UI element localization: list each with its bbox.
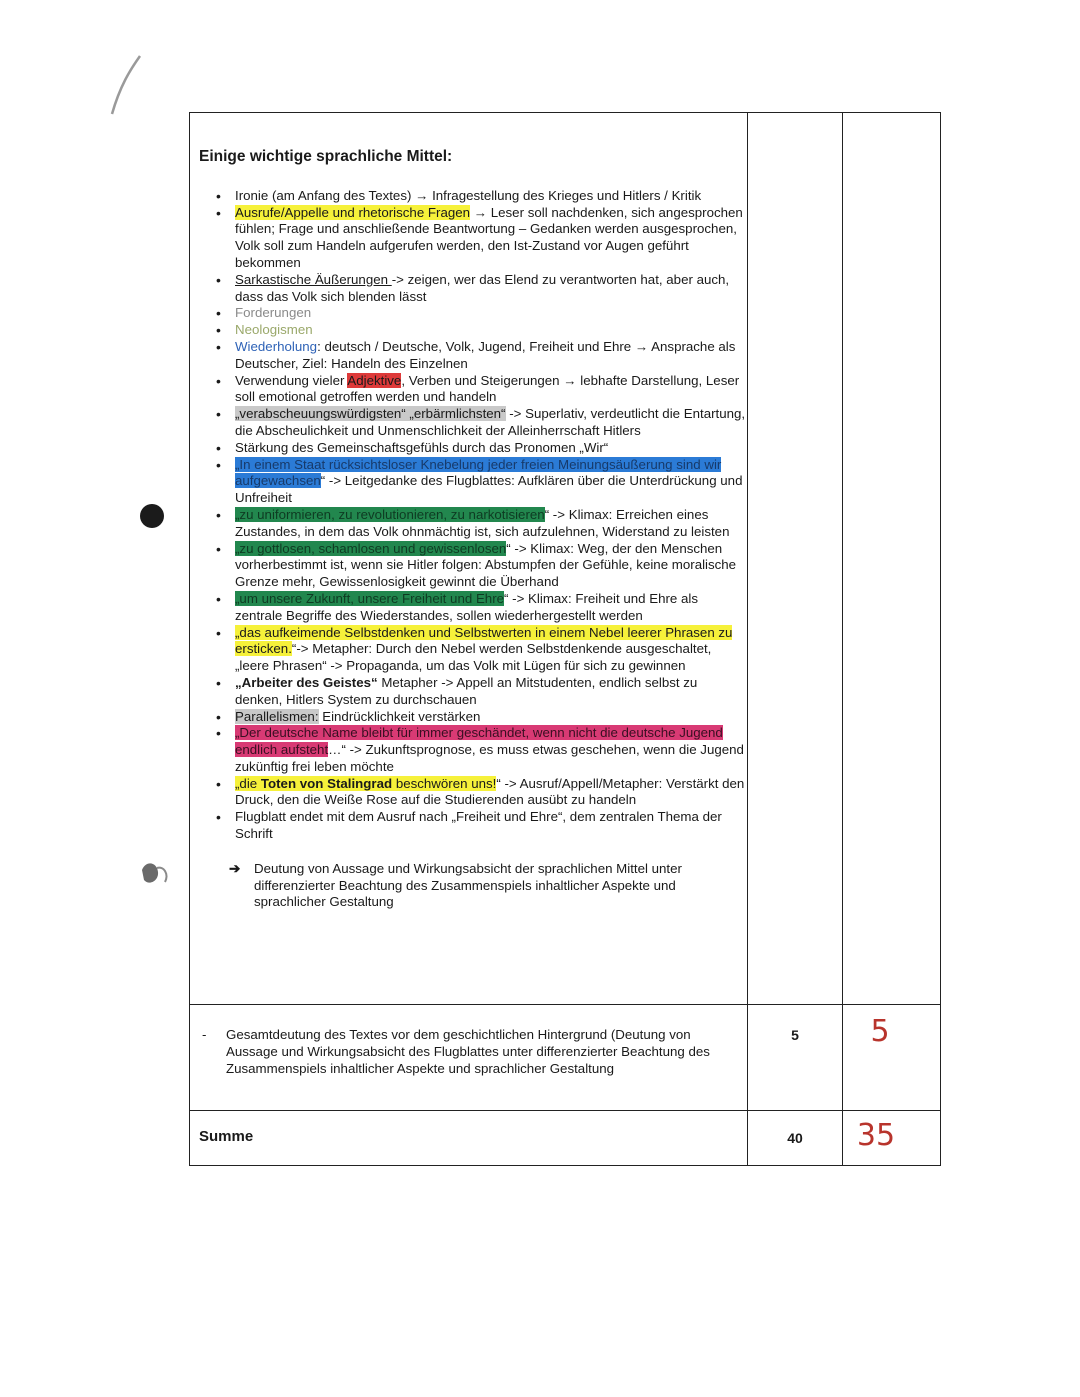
- row-dash: -: [202, 1027, 207, 1042]
- list-item-text: , Verben und Steigerungen → lebhafte Darstellung, Leser soll emotional getroffen werden und handeln: [235, 372, 740, 405]
- overall-interpretation-row: [190, 1007, 747, 1111]
- list-item: [235, 591, 747, 625]
- list-item-text: Stärkung des Gemeinschaftsgefühls durch das Pronomen „Wir“: [235, 439, 609, 455]
- list-item-text: Ironie (am Anfang des Textes) → Infragestellung des Krieges und Hitlers / Kritik: [235, 187, 702, 203]
- list-item-text: Verwendung vieler: [235, 372, 348, 388]
- list-item: [235, 457, 747, 507]
- list-item-text: Flugblatt endet mit dem Ausruf nach „Freiheit und Ehre“, dem zentralen Thema der Schrift: [235, 809, 722, 842]
- list-item: [235, 776, 747, 810]
- list-item: [235, 272, 747, 306]
- punch-hole: [140, 504, 164, 528]
- list-item: [235, 188, 747, 205]
- list-item-text: Sarkastische Äußerungen: [235, 271, 392, 287]
- max-points-row2: 5: [791, 1027, 799, 1043]
- list-item-text: „Arbeiter des Geistes“: [235, 674, 378, 690]
- list-item-text: „die: [235, 775, 261, 791]
- list-item: [235, 809, 747, 843]
- list-item-text: Adjektive: [347, 372, 402, 388]
- max-points-sum: 40: [787, 1130, 803, 1146]
- column-divider-achieved: [842, 113, 843, 1165]
- conclusion-note: [229, 861, 747, 911]
- binder-clip-mark: [137, 856, 173, 890]
- list-item-text: → Leser soll nachdenken, sich angesprochen fühlen; Frage und anschließende Beantwortung – Gedanken werden ausgesprochen, Volk soll zum Handeln aufgerufen werden, den Ist-Zustand vor Augen geführt bekommen: [235, 204, 743, 270]
- list-item: [235, 373, 747, 407]
- list-item-text: Metapher -> Appell an Mitstudenten, endlich selbst zu denken, Hitlers System zu durchschauen: [235, 674, 698, 707]
- list-item: [235, 625, 747, 675]
- criteria-cell: [199, 149, 747, 911]
- list-item-text: Eindrücklichkeit verstärken: [318, 708, 481, 724]
- arrow-right-icon: ➔: [229, 860, 241, 876]
- list-item-text: “ -> Klimax: Weg, der den Menschen vorherbestimmt ist, wenn sie Hitler folgen: Abstumpfen der Gefühle, keine moralische Grenze mehr, Gewissenlosigkeit gewinnt die Überhand: [235, 540, 737, 590]
- list-item-text: „zu uniformieren, zu revolutionieren, zu narkotisieren: [235, 506, 545, 522]
- list-item: [235, 541, 747, 591]
- list-item-text: „das aufkeimende Selbstdenken und Selbstwerten in einem Nebel leerer Phrasen zu ersticken.: [235, 624, 733, 657]
- list-item: [235, 406, 747, 440]
- list-item: [235, 725, 747, 775]
- row-divider-1: [190, 1004, 940, 1005]
- list-item-text: „verabscheuungswürdigsten“ „erbärmlichsten“: [235, 406, 506, 422]
- list-item: [235, 709, 747, 726]
- column-divider-points: [747, 113, 748, 1165]
- list-item-text: „Der deutsche Name bleibt für immer geschändet, wenn nicht die deutsche Jugend endlich aufsteht: [235, 725, 723, 758]
- list-item-text: beschwören uns!: [392, 775, 497, 791]
- list-item: [235, 675, 747, 709]
- overall-interpretation-text: Gesamtdeutung des Textes vor dem geschichtlichen Hintergrund (Deutung von Aussage und Wirkungsabsicht des Flugblattes unter differenzierter Beachtung des Zusammenspiels inhaltlicher Aspekte und sprachlicher Gestaltung: [226, 1027, 710, 1076]
- grading-table: [189, 112, 941, 1166]
- stylistic-devices-list: [199, 188, 747, 843]
- list-item-text: “ -> Klimax: Freiheit und Ehre als zentrale Begriffe des Wiederstandes, sollen wiederhergestellt werden: [235, 590, 699, 623]
- list-item-text: Neologismen: [235, 322, 313, 338]
- list-item-text: Forderungen: [235, 305, 312, 321]
- achieved-points-sum: 35: [856, 1118, 896, 1153]
- achieved-points-row2: 5: [870, 1014, 890, 1049]
- list-item-text: Ausrufe/Appelle und rhetorische Fragen: [235, 204, 471, 220]
- list-item: [235, 507, 747, 541]
- list-item-text: „In einem Staat rücksichtsloser Knebelung jeder freien Meinungsäußerung sind wir aufgewachsen: [235, 456, 722, 489]
- list-item-text: „zu gottlosen, schamlosen und gewissenlosen: [235, 540, 507, 556]
- list-item-text: Wiederholung: [235, 338, 318, 354]
- list-item-text: “ -> Leitgedanke des Flugblattes: Aufklären über die Unterdrückung und Unfreiheit: [235, 473, 743, 506]
- list-item-text: “-> Metapher: Durch den Nebel werden Selbstdenkende ausgeschaltet, „leere Phrasen“ -> Propaganda, um das Volk mit Lügen für sich zu gewinnen: [235, 641, 712, 674]
- list-item: [235, 205, 747, 272]
- list-item-text: -> Superlativ, verdeutlicht die Entartung, die Abscheulichkeit und Unmenschlichkeit der Alleinherrschaft Hitlers: [235, 406, 746, 438]
- list-item-text: “ -> Klimax: Erreichen eines Zustandes, in dem das Volk ohnmächtig ist, sich aufzulehnen, Widerstand zu leisten: [235, 506, 730, 539]
- list-item-text: „um unsere Zukunft, unsere Freiheit und Ehre: [235, 590, 505, 606]
- conclusion-text: Deutung von Aussage und Wirkungsabsicht der sprachlichen Mittel unter differenzierter Beachtung des Zusammenspiels inhaltlicher Aspekte und sprachlicher Gestaltung: [254, 860, 682, 910]
- list-item-text: -> zeigen, wer das Elend zu verantworten hat, aber auch, dass das Volk sich blenden lässt: [235, 271, 730, 304]
- list-item: [235, 339, 747, 373]
- list-item: [235, 440, 747, 457]
- list-item: [235, 305, 747, 322]
- list-item-text: : deutsch / Deutsche, Volk, Jugend, Freiheit und Ehre → Ansprache als Deutscher, Ziel: Handeln des Einzelnen: [235, 338, 736, 371]
- list-item-text: Parallelismen:: [235, 708, 319, 724]
- list-item-text: “ -> Ausruf/Appell/Metapher: Verstärkt den Druck, den die Weiße Rose auf die Studierenden ausübt zu handeln: [235, 775, 745, 808]
- list-item-text: …“ -> Zukunftsprognose, es muss etwas geschehen, wenn die Jugend zukünftig frei leben möchte: [235, 742, 744, 774]
- sum-label: Summe: [199, 1128, 254, 1145]
- list-item-text: Toten von Stalingrad: [260, 775, 393, 791]
- pen-stroke-mark: [100, 52, 150, 122]
- list-item: [235, 322, 747, 339]
- section-heading: Einige wichtige sprachliche Mittel:: [199, 148, 453, 165]
